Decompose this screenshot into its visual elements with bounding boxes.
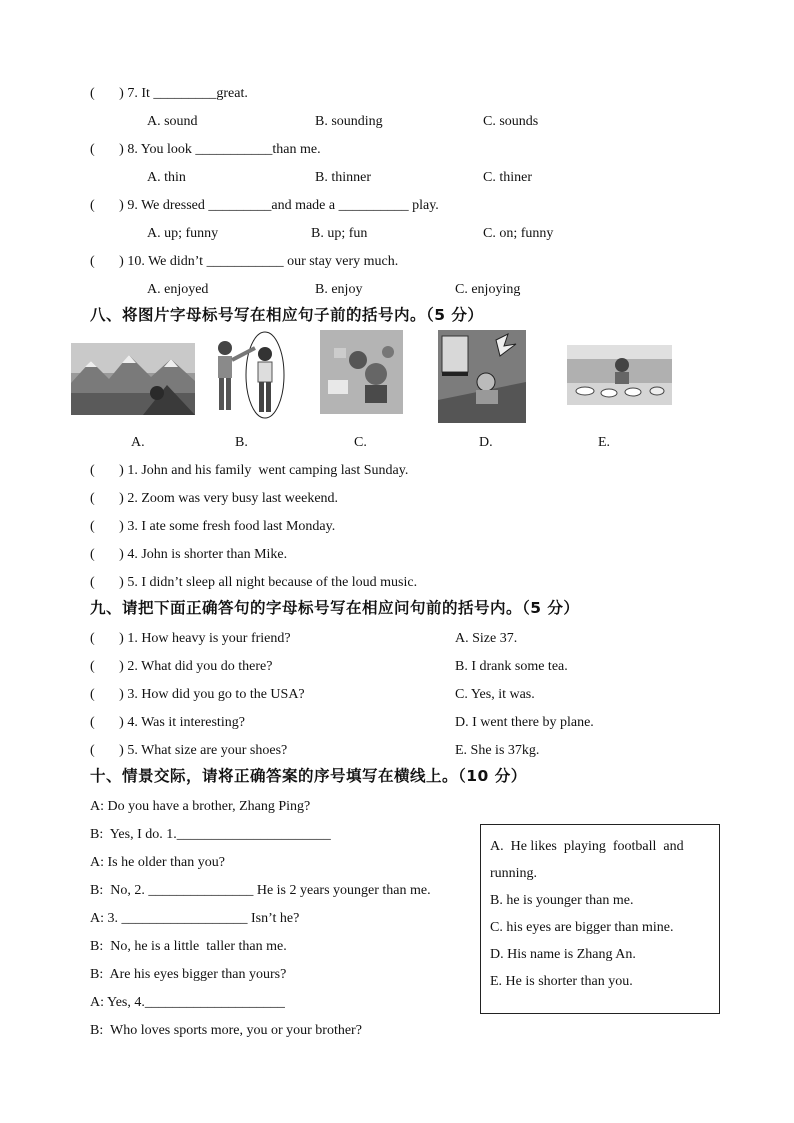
picture-label-a: A. — [131, 435, 145, 450]
picture-label-d: D. — [479, 435, 493, 450]
q10-option-b: B. enjoy — [315, 282, 363, 297]
section-8-sentence-2: ( ) 2. Zoom was very busy last weekend. — [90, 491, 339, 506]
dialogue-line-6: B: No, he is a little taller than me. — [90, 939, 287, 954]
q8-option-b: B. thinner — [315, 170, 371, 185]
picture-label-e: E. — [598, 435, 611, 450]
q10-option-a: A. enjoyed — [147, 282, 209, 297]
picture-label-b: B. — [235, 435, 248, 450]
section-9-question-5: ( ) 5. What size are your shoes? — [90, 743, 288, 758]
section-9-question-1: ( ) 1. How heavy is your friend? — [90, 631, 291, 646]
dialogue-line-5: A: 3. __________________ Isn’t he? — [90, 911, 300, 926]
mountain-scene-icon — [71, 343, 195, 415]
dialogue-line-2: B: Yes, I do. 1.______________________ — [90, 827, 331, 842]
picture-e-fresh-food — [567, 345, 672, 405]
option-b: B. he is younger than me. — [490, 893, 634, 908]
answer-options-box — [480, 824, 720, 1014]
picture-a-camping — [71, 343, 195, 415]
q9-stem: ( ) 9. We dressed _________and made a __________ play. — [90, 198, 439, 213]
q9-option-a: A. up; funny — [147, 226, 219, 241]
option-a-line-1: A. He likes playing football and — [490, 839, 684, 854]
dialogue-line-1: A: Do you have a brother, Zhang Ping? — [90, 799, 311, 814]
section-8-sentence-1: ( ) 1. John and his family went camping last Sunday. — [90, 463, 409, 478]
section-9-answer-a: A. Size 37. — [455, 631, 518, 646]
q10-option-c: C. enjoying — [455, 282, 521, 297]
dialogue-line-4: B: No, 2. _______________ He is 2 years younger than me. — [90, 883, 431, 898]
option-d: D. His name is Zhang An. — [490, 947, 636, 962]
busy-scene-icon — [320, 330, 403, 414]
q7-option-b: B. sounding — [315, 114, 383, 129]
q7-stem: ( ) 7. It _________great. — [90, 86, 248, 101]
q8-option-c: C. thiner — [483, 170, 532, 185]
picture-d-loud-music — [438, 330, 526, 423]
section-8-sentence-4: ( ) 4. John is shorter than Mike. — [90, 547, 288, 562]
picture-b-two-boys — [207, 330, 287, 420]
dialogue-line-8: A: Yes, 4.____________________ — [90, 995, 285, 1010]
section-9-question-3: ( ) 3. How did you go to the USA? — [90, 687, 305, 702]
dialogue-line-3: A: Is he older than you? — [90, 855, 225, 870]
food-table-icon — [567, 345, 672, 405]
boys-icon — [207, 330, 287, 420]
section-9-answer-b: B. I drank some tea. — [455, 659, 568, 674]
q9-option-c: C. on; funny — [483, 226, 554, 241]
q9-option-b: B. up; fun — [311, 226, 368, 241]
section-9-question-4: ( ) 4. Was it interesting? — [90, 715, 245, 730]
picture-c-busy-zoom — [320, 330, 403, 414]
option-a-line-2: running. — [490, 866, 538, 881]
section-8-sentence-3: ( ) 3. I ate some fresh food last Monday. — [90, 519, 336, 534]
picture-label-c: C. — [354, 435, 367, 450]
q8-stem: ( ) 8. You look ___________than me. — [90, 142, 321, 157]
q8-option-a: A. thin — [147, 170, 186, 185]
q7-option-a: A. sound — [147, 114, 198, 129]
section-8-heading: 八、将图片字母标号写在相应句子前的括号内。（5 分） — [90, 306, 484, 324]
section-9-question-2: ( ) 2. What did you do there? — [90, 659, 273, 674]
option-c: C. his eyes are bigger than mine. — [490, 920, 674, 935]
dialogue-line-9: B: Who loves sports more, you or your brother? — [90, 1023, 362, 1038]
section-9-answer-d: D. I went there by plane. — [455, 715, 594, 730]
section-9-answer-e: E. She is 37kg. — [455, 743, 540, 758]
section-10-heading: 十、情景交际，请将正确答案的序号填写在横线上。（10 分） — [90, 767, 527, 785]
dialogue-line-7: B: Are his eyes bigger than yours? — [90, 967, 287, 982]
q10-stem: ( ) 10. We didn’t ___________ our stay very much. — [90, 254, 399, 269]
section-9-answer-c: C. Yes, it was. — [455, 687, 535, 702]
section-9-heading: 九、请把下面正确答句的字母标号写在相应问句前的括号内。（5 分） — [90, 599, 580, 617]
q7-option-c: C. sounds — [483, 114, 539, 129]
option-e: E. He is shorter than you. — [490, 974, 633, 989]
sleepless-boy-icon — [438, 330, 526, 423]
section-8-sentence-5: ( ) 5. I didn’t sleep all night because of the loud music. — [90, 575, 418, 590]
